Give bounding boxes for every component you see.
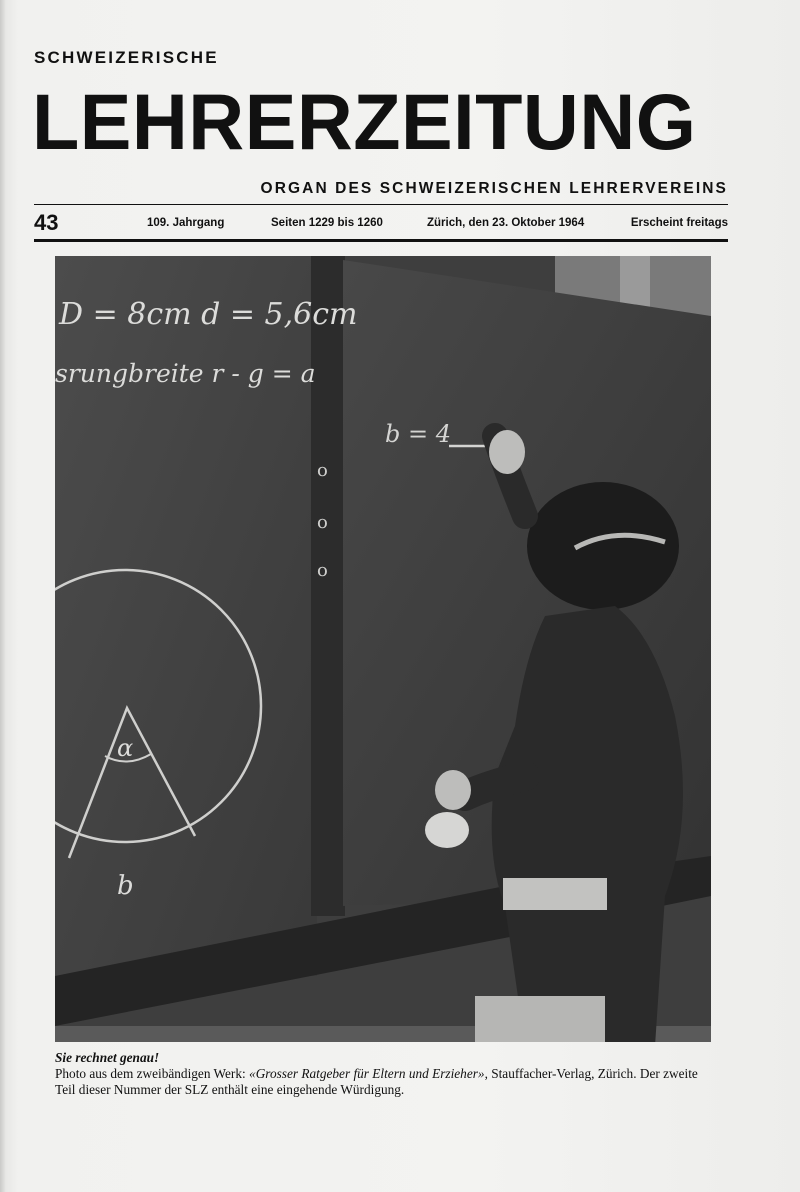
chalk-mark: o: [317, 512, 328, 533]
issue-info-row: [34, 208, 728, 238]
girl-hand-lower: [435, 770, 471, 810]
photo-caption: [55, 1050, 719, 1098]
cover-photo: [55, 256, 711, 1042]
chalk-sponge: [425, 812, 469, 848]
girl-hair: [527, 482, 679, 610]
caption-text-before: Photo aus dem zweibändigen Werk:: [55, 1066, 250, 1081]
issue-pages: Seiten 1229 bis 1260: [271, 217, 383, 229]
rule-top: [34, 204, 728, 205]
masthead-subtitle: ORGAN DES SCHWEIZERISCHEN LEHRERVEREINS: [260, 180, 728, 197]
page-spine-shadow: [0, 0, 6, 1192]
caption-text: [55, 1066, 719, 1098]
caption-book-title: «Grosser Ratgeber für Eltern und Erzieher»: [249, 1066, 485, 1081]
masthead-kicker: SCHWEIZERISCHE: [34, 48, 219, 67]
apron-hem: [475, 996, 605, 1042]
apron-band: [503, 878, 607, 910]
cover-photo-drawing: [55, 256, 711, 1042]
chalk-arc-label: b: [117, 871, 134, 901]
caption-title: Sie rechnet genau!: [55, 1050, 160, 1065]
girl-hand-raised: [489, 430, 525, 474]
chalk-formula-2: srungbreite r - g = a: [55, 359, 316, 388]
masthead-title: LEHRERZEITUNG: [32, 77, 697, 166]
issue-frequency: Erscheint freitags: [630, 217, 728, 229]
chalk-mark: o: [317, 460, 328, 481]
chalk-formula-1: D = 8cm d = 5,6cm: [59, 297, 358, 332]
chalk-formula-3: b = 4: [385, 420, 451, 448]
chalk-mark: o: [317, 560, 328, 581]
issue-number: 43: [34, 210, 59, 235]
issue-place-date: Zürich, den 23. Oktober 1964: [427, 217, 585, 229]
rule-bottom: [34, 239, 728, 242]
issue-volume: 109. Jahrgang: [147, 217, 225, 229]
chalk-angle-label: α: [117, 734, 134, 762]
girl-arm-lower: [465, 776, 525, 796]
caption-text-after: , Stauffacher-Verlag, Zürich. Der zweite Teil dieser Nummer der SLZ enthält eine eingehende Würdigung.: [55, 1066, 698, 1097]
board-frame: [311, 256, 345, 916]
